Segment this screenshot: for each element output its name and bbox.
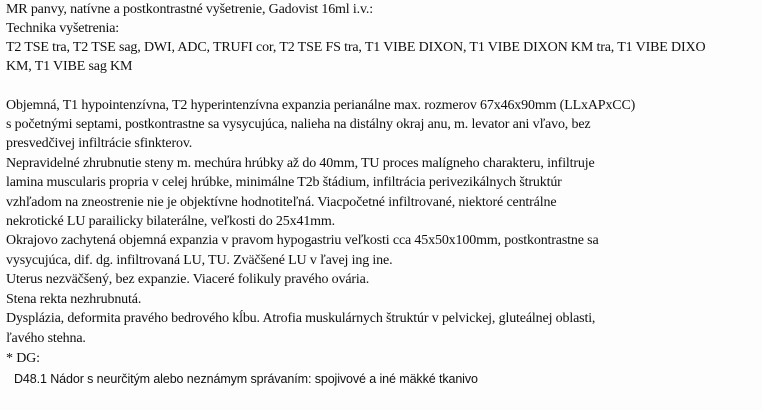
- finding-line: Uterus nezväčšený, bez expanzie. Viaceré folikuly pravého ovária.: [6, 272, 370, 287]
- finding-line: Dysplázia, deformita pravého bedrového kĺbu. Atrofia muskulárnych štruktúr v pelvickej, gluteálnej oblasti,: [6, 311, 596, 326]
- finding-line: Okrajovo zachytená objemná expanzia v pravom hypogastriu veľkosti cca 45x50x100mm, postkontrastne sa: [6, 233, 599, 248]
- finding-line: nekrotické LU parailicky bilaterálne, veľkosti do 25x41mm.: [6, 214, 336, 229]
- finding-line: vysycujúca, dif. dg. infiltrovaná LU, TU. Zväčšené LU v ľavej ing ine.: [6, 253, 393, 268]
- technique-sequences-line-1: T2 TSE tra, T2 TSE sag, DWI, ADC, TRUFI cor, T2 TSE FS tra, T1 VIBE DIXON, T1 VIBE DIXON KM tra, T1 VIBE DIXO: [6, 40, 706, 55]
- diagnosis-entry: D48.1 Nádor s neurčitým alebo neznámym správaním: spojivové a iné mäkké tkanivo: [14, 372, 478, 386]
- finding-line: Nepravidelné zhrubnutie steny m. mechúra hrúbky až do 40mm, TU proces malígneho charakteru, infiltruje: [6, 156, 595, 171]
- diagnosis-label: * DG:: [6, 351, 40, 366]
- finding-line: lamina muscularis propria v celej hrúbke, minimálne T2b štádium, infiltrácia perivezikálnych štruktúr: [6, 175, 562, 190]
- finding-line: Stena rekta nezhrubnutá.: [6, 292, 142, 307]
- technique-sequences-line-2: KM, T1 VIBE sag KM: [6, 59, 133, 74]
- study-title: MR panvy, natívne a postkontrastné vyšetrenie, Gadovist 16ml i.v.:: [6, 2, 373, 17]
- finding-line: vzhľadom na zneostrenie nie je objektívne hodnotiteľná. Viacpočetné infiltrované, niektoré centrálne: [6, 195, 557, 210]
- finding-line: ľavého stehna.: [6, 331, 86, 346]
- finding-line: presvedčivej infiltrácie sfinkterov.: [6, 136, 193, 151]
- finding-line: Objemná, T1 hypointenzívna, T2 hyperintenzívna expanzia perianálne max. rozmerov 67x46x90mm (LLxAPxCC): [6, 98, 636, 113]
- technique-label: Technika vyšetrenia:: [6, 21, 120, 36]
- finding-line: s početnými septami, postkontrastne sa vysycujúca, nalieha na distálny okraj anu, m. levator ani vľavo, bez: [6, 117, 591, 132]
